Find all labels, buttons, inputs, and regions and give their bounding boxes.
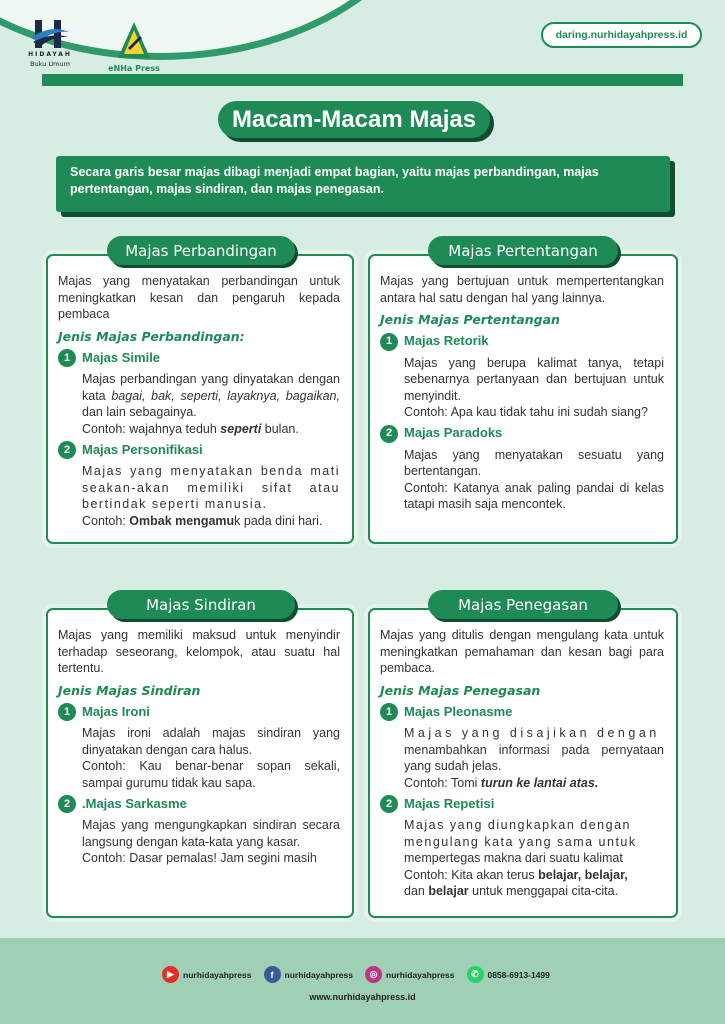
simile-heading [58,349,340,367]
number-badge: 2 [58,795,76,813]
facebook-link[interactable] [264,966,354,983]
simile-example-emphasis: seperti [220,421,262,436]
whatsapp-icon: ✆ [467,966,484,983]
repetisi-example-text: Contoh: Kita akan terus [404,867,539,882]
personifikasi-body [82,463,340,529]
page-title: Macam-Macam Majas [218,101,490,138]
number-badge: 1 [380,333,398,351]
personifikasi-desc: Majas yang menyatakan benda mati seakan-akan memiliki sifat atau bertindak seperti manusia. [82,464,340,511]
repetisi-body [404,817,664,900]
repetisi-example-cont [404,883,664,900]
repetisi-title: Majas Repetisi [404,795,495,811]
ironi-title: Majas Ironi [82,703,150,719]
repetisi-example-bold-a: belajar, belajar, [538,867,628,882]
sarkasme-title: .Majas Sarkasme [82,795,187,811]
penegasan-card [368,608,678,918]
footer-website-link[interactable]: www.nurhidayahpress.id [309,992,416,1002]
number-badge: 2 [380,795,398,813]
retorik-desc: Majas yang berupa kalimat tanya, tetapi sebenarnya pertanyaan dan bertujuan untuk menyindit. [404,355,664,403]
youtube-icon: ▶ [162,966,179,983]
repetisi-example [404,867,664,884]
penegasan-label: Majas Penegasan [428,590,618,619]
youtube-link[interactable] [162,966,252,983]
sindiran-jenis: Jenis Majas Sindiran [58,682,201,698]
simile-title: Majas Simile [82,349,161,365]
simile-example-end: bulan. [261,421,299,436]
repetisi-example-bold-b: belajar [428,884,469,898]
facebook-icon: f [264,966,281,983]
retorik-title: Majas Retorik [404,333,489,349]
repetisi-example-mid: dan [404,884,429,898]
sarkasme-example: Contoh: Dasar pemalas! Jam segini masih [82,851,317,865]
whatsapp-link[interactable] [467,966,550,983]
sarkasme-heading [58,795,340,813]
intro-banner: Secara garis besar majas dibagi menjadi empat bagian, yaitu majas perbandingan, majas pertentangan, majas sindiran, dan majas penegasan. [56,156,670,212]
enha-press-logo-icon [114,18,154,62]
perbandingan-label: Majas Perbandingan [107,236,295,265]
sarkasme-desc: Majas yang mengungkapkan sindiran secara langsung dengan kata-kata yang kasar. [82,818,340,849]
number-badge: 1 [58,349,76,367]
pleonasme-example-text: Contoh: Tomi [404,775,481,790]
simile-example-text: Contoh: wajahnya teduh [82,421,221,436]
paradoks-title: Majas Paradoks [404,425,503,441]
pertentangan-card [368,254,678,544]
personifikasi-example-end: k pada dini hari. [234,513,323,528]
hidayah-wordmark: HIDAYAH [28,51,72,58]
personifikasi-title: Majas Personifikasi [82,441,203,457]
repetisi-desc-a: Majas yang diungkapkan dengan [404,818,631,832]
pleonasme-example-emphasis: turun ke lantai atas. [480,775,599,790]
retorik-example: Contoh: Apa kau tidak tahu ini sudah siang? [404,405,648,419]
retorik-body [404,355,664,421]
whatsapp-number: 0858-6913-1499 [487,969,550,980]
sindiran-desc: Majas yang memiliki maksud untuk menyindir terhadap seseorang, kelompok, atau suatu hal tertentu. [58,628,340,675]
footer-bar [42,74,683,86]
paradoks-heading [380,425,664,443]
personifikasi-example-emphasis: Ombak mengamu [129,513,235,528]
pleonasme-body [404,725,664,791]
penegasan-desc: Majas yang ditulis dengan mengulang kata untuk meningkatkan pemahaman dan kesan bagi para pembaca. [380,628,664,675]
facebook-handle: nurhidayahpress [284,969,353,980]
sindiran-label: Majas Sindiran [107,590,295,619]
simile-desc [82,371,340,421]
simile-desc-end: dan lain sebagainya. [82,405,197,419]
instagram-icon: ◎ [365,966,382,983]
number-badge: 2 [380,425,398,443]
paradoks-desc: Majas yang menyatakan sesuatu yang bertentangan. [404,447,664,478]
simile-example [82,421,340,438]
perbandingan-card [46,254,354,544]
number-badge: 1 [58,703,76,721]
pertentangan-desc: Majas yang bertujuan untuk mempertentangkan antara hal satu dengan hal yang lainnya. [380,274,664,305]
instagram-handle: nurhidayahpress [386,969,455,980]
sindiran-card [46,608,354,918]
perbandingan-jenis: Jenis Majas Perbandingan: [58,328,245,344]
penegasan-jenis: Jenis Majas Penegasan [380,682,541,698]
youtube-handle: nurhidayahpress [183,969,252,980]
hidayah-logo-icon [29,18,71,50]
enha-wordmark: eNHa Press [108,64,160,73]
pleonasme-heading [380,703,664,721]
simile-desc-italic: bagai, bak, seperti, layaknya, bagaikan, [111,388,340,403]
retorik-heading [380,333,664,351]
social-links [162,966,550,983]
pleonasme-example [404,775,664,792]
hidayah-caption: Buku Umum [30,60,70,68]
personifikasi-heading [58,441,340,459]
ironi-desc: Majas ironi adalah majas sindiran yang dinyatakan dengan cara halus. [82,726,340,757]
number-badge: 1 [380,703,398,721]
repetisi-desc-b: mengulang kata yang sama untuk [404,834,637,849]
simile-desc-text: Majas perbandingan yang dinyatakan dengan kata [82,372,340,403]
pleonasme-title: Majas Pleonasme [404,703,513,719]
perbandingan-desc: Majas yang menyatakan perbandingan untuk meningkatkan kesan dan pengaruh kepada pembaca [58,274,340,321]
pleonasme-desc-b: menambahkan informasi pada pernyataan yang sudah jelas. [404,742,664,773]
pertentangan-jenis: Jenis Majas Pertentangan [380,312,560,327]
ironi-heading [58,703,340,721]
paradoks-body [404,447,664,513]
ironi-example: Contoh: Kau benar-benar sopan sekali, sampai gurumu tidak kau sapa. [82,759,340,790]
paradoks-example: Contoh: Katanya anak paling pandai di kelas tatapi masih saja mencontek. [404,480,664,511]
instagram-link[interactable] [365,966,455,983]
repetisi-example-end: untuk menggapai cita-cita. [468,884,619,898]
repetisi-desc-c: mempertegas makna dari suatu kalimat [404,851,623,865]
personifikasi-example-text: Contoh: [82,513,130,528]
site-url-link[interactable]: daring.nurhidayahpress.id [541,22,702,48]
number-badge: 2 [58,441,76,459]
simile-body [82,371,340,437]
personifikasi-example [82,513,340,530]
sarkasme-body [82,817,340,867]
repetisi-heading [380,795,664,813]
pertentangan-label: Majas Pertentangan [428,236,618,265]
ironi-body [82,725,340,791]
pleonasme-desc-a: Majas yang disajikan dengan [404,726,660,740]
